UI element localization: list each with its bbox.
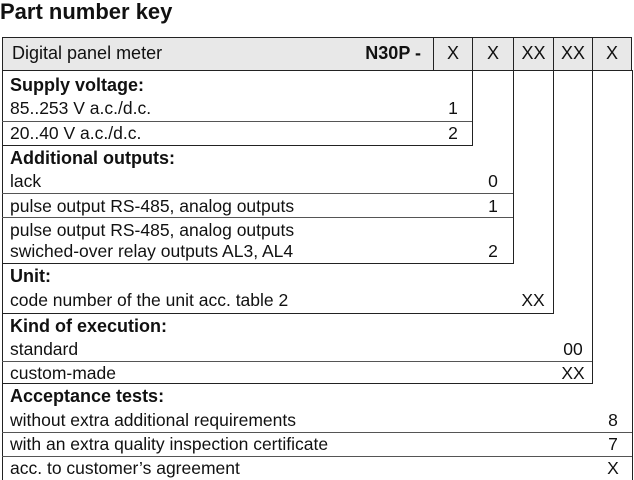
tests-row-2-label: with an extra quality inspection certificate <box>10 434 329 454</box>
section-divider <box>2 383 593 384</box>
section-title-outputs: Additional outputs: <box>10 148 175 168</box>
header-code-outputs: X <box>472 37 514 71</box>
header-code-unit: XX <box>513 37 554 71</box>
outputs-row-2-label: pulse output RS-485, analog outputs <box>10 196 295 216</box>
header-code-execution: XX <box>553 37 593 71</box>
section-divider <box>2 145 473 146</box>
unit-row-1-code: XX <box>521 290 545 310</box>
section-title-tests: Acceptance tests: <box>10 386 165 406</box>
section-title-supply: Supply voltage: <box>10 75 145 95</box>
execution-row-2-code: XX <box>561 363 585 383</box>
header-product-cell <box>2 37 434 71</box>
section-divider <box>2 313 554 314</box>
outputs-row-1-label: lack <box>10 171 42 191</box>
outputs-row-1-code: 0 <box>488 171 498 191</box>
execution-row-1-code: 00 <box>563 339 583 359</box>
tests-row-1-label: without extra additional requirements <box>10 410 296 430</box>
bracket-outputs <box>513 70 514 263</box>
page-title: Part number key <box>0 0 173 24</box>
bracket-tests <box>632 70 633 480</box>
supply-row-2-label: 20..40 V a.c./d.c. <box>10 123 142 143</box>
execution-row-2-label: custom-made <box>10 363 117 383</box>
tests-row-1-code: 8 <box>608 410 618 430</box>
bracket-unit <box>553 70 554 313</box>
header-code-supply: X <box>433 37 473 71</box>
header-model-label: N30P - <box>365 43 421 63</box>
outputs-row-3-label-2: swiched-over relay outputs AL3, AL4 <box>10 241 294 261</box>
bracket-execution <box>592 70 593 383</box>
supply-row-1-label: 85..253 V a.c./d.c. <box>10 98 152 118</box>
left-border <box>2 70 3 480</box>
tests-row-3-label: acc. to customer’s agreement <box>10 458 240 478</box>
bracket-supply <box>472 70 473 145</box>
execution-row-1-label: standard <box>10 339 79 359</box>
outputs-row-3-label: pulse output RS-485, analog outputs <box>10 220 295 240</box>
header-code-tests: X <box>592 37 632 71</box>
supply-row-2-code: 2 <box>448 123 458 143</box>
divider <box>2 217 513 218</box>
header-product-label: Digital panel meter <box>12 43 163 63</box>
unit-row-1-label: code number of the unit acc. table 2 <box>10 290 289 310</box>
tests-row-2-code: 7 <box>608 434 618 454</box>
outputs-row-3-code: 2 <box>488 241 498 261</box>
supply-row-1-code: 1 <box>448 98 458 118</box>
divider <box>2 193 513 194</box>
section-title-execution: Kind of execution: <box>10 316 167 336</box>
tests-row-3-code: X <box>607 458 619 478</box>
outputs-row-2-code: 1 <box>488 196 498 216</box>
section-title-unit: Unit: <box>10 266 51 286</box>
section-divider <box>2 263 514 264</box>
